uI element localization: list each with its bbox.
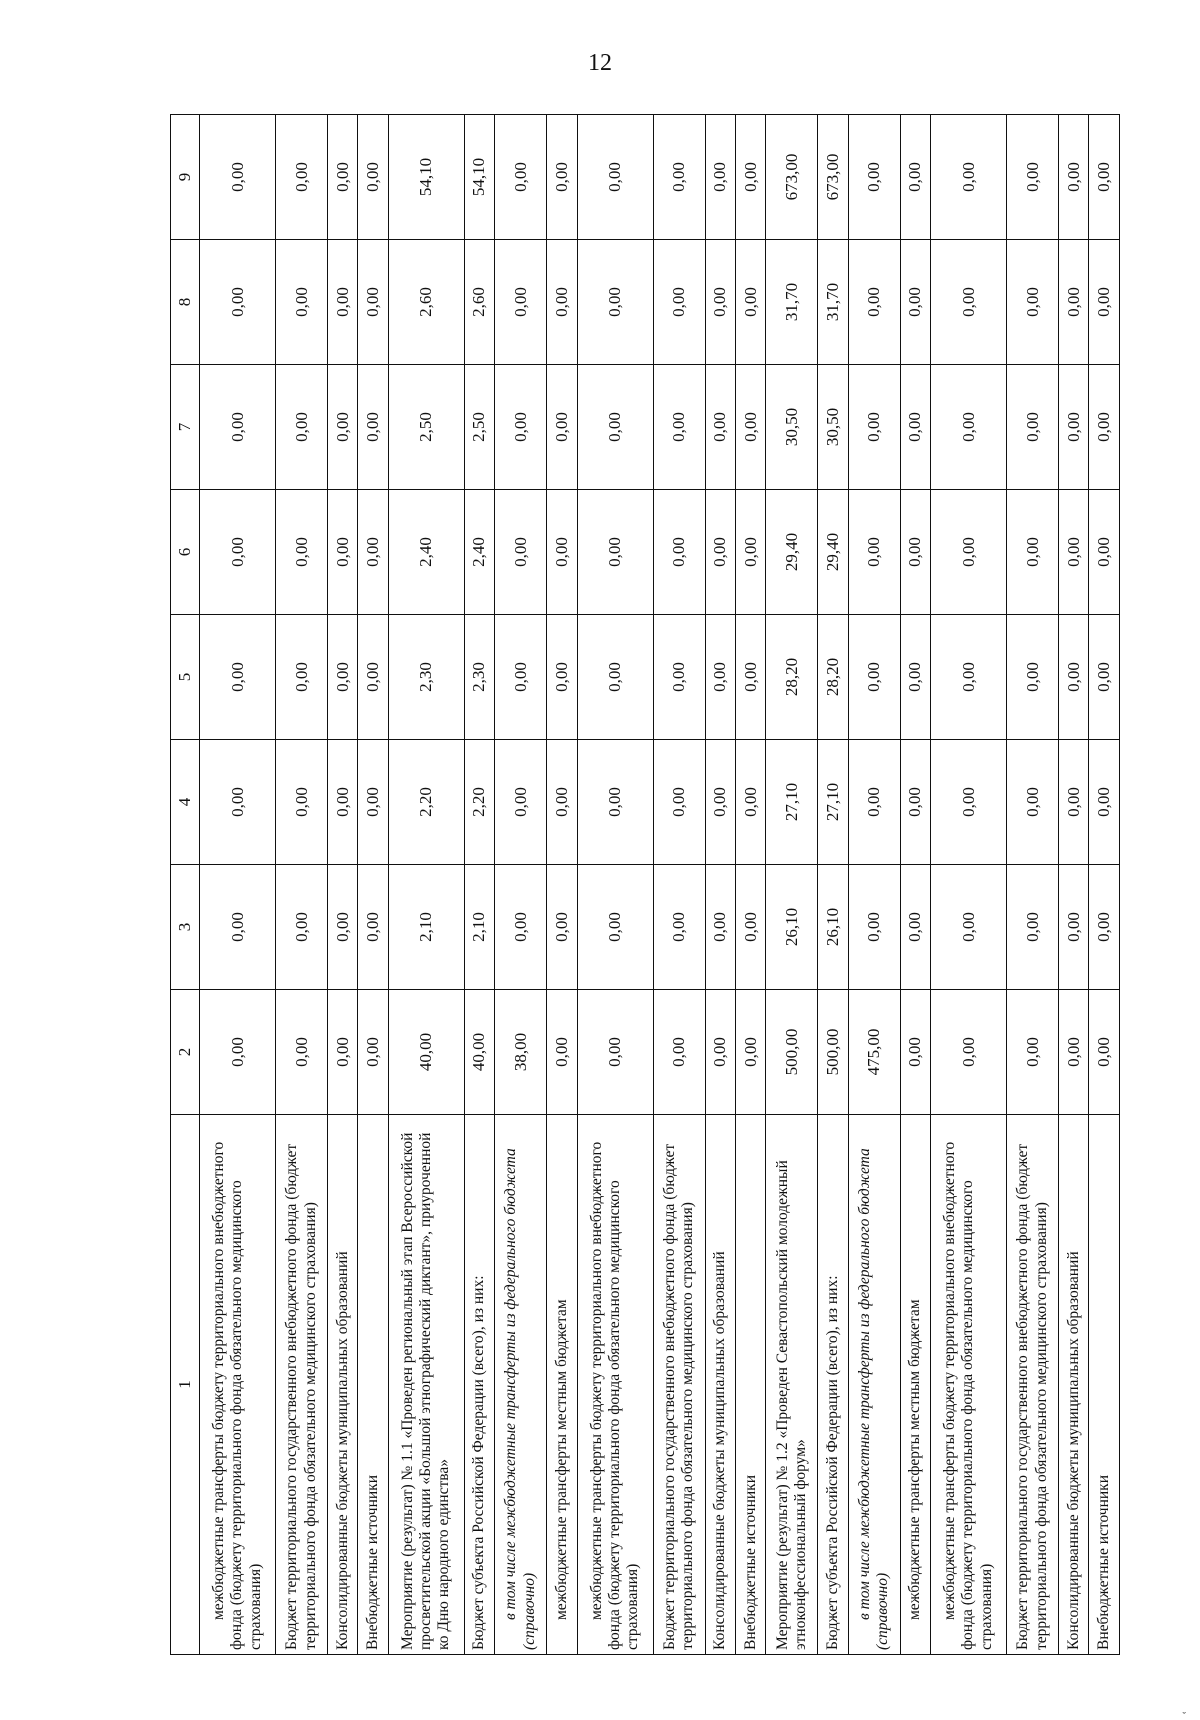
table-body xyxy=(200,115,1120,1655)
table-header-row xyxy=(171,115,200,1655)
table-row xyxy=(276,115,328,1655)
table-row xyxy=(577,115,653,1655)
value-cell: 0,00 xyxy=(1007,240,1059,365)
row-label: Бюджет территориального государственного внебюджетного фонда (бюджет территориального фонда обязательного медицинского страхования) xyxy=(653,1115,705,1655)
value-cell: 0,00 xyxy=(328,990,358,1115)
value-cell: 0,00 xyxy=(900,115,930,240)
value-cell: 2,40 xyxy=(464,490,494,615)
row-label: в том числе межбюджетные трансферты из федерального бюджета (справочно) xyxy=(495,1115,547,1655)
value-cell: 0,00 xyxy=(1007,490,1059,615)
value-cell: 0,00 xyxy=(653,865,705,990)
value-cell: 0,00 xyxy=(1059,240,1089,365)
value-cell: 0,00 xyxy=(1007,990,1059,1115)
column-header: 5 xyxy=(171,615,200,740)
column-header: 4 xyxy=(171,740,200,865)
value-cell: 0,00 xyxy=(276,865,328,990)
value-cell: 0,00 xyxy=(848,490,900,615)
value-cell: 0,00 xyxy=(931,490,1007,615)
value-cell: 0,00 xyxy=(1089,740,1120,865)
value-cell: 0,00 xyxy=(495,240,547,365)
value-cell: 0,00 xyxy=(276,240,328,365)
column-header: 7 xyxy=(171,365,200,490)
value-cell: 0,00 xyxy=(328,615,358,740)
value-cell: 0,00 xyxy=(653,740,705,865)
column-header: 3 xyxy=(171,865,200,990)
row-label: Внебюджетные источники xyxy=(358,1115,388,1655)
value-cell: 0,00 xyxy=(358,490,388,615)
value-cell: 0,00 xyxy=(653,990,705,1115)
value-cell: 0,00 xyxy=(358,990,388,1115)
column-header: 8 xyxy=(171,240,200,365)
value-cell: 0,00 xyxy=(276,115,328,240)
value-cell: 0,00 xyxy=(495,365,547,490)
value-cell: 0,00 xyxy=(705,115,735,240)
row-label: межбюджетные трансферты бюджету территориального внебюджетного фонда (бюджету территориального фонда обязательного медицинского страхования) xyxy=(200,1115,276,1655)
value-cell: 0,00 xyxy=(547,490,577,615)
value-cell: 0,00 xyxy=(547,990,577,1115)
table-row xyxy=(766,115,818,1655)
value-cell: 0,00 xyxy=(848,615,900,740)
value-cell: 2,50 xyxy=(388,365,464,490)
value-cell: 0,00 xyxy=(577,365,653,490)
value-cell: 0,00 xyxy=(328,865,358,990)
value-cell: 0,00 xyxy=(200,740,276,865)
value-cell: 0,00 xyxy=(1089,615,1120,740)
value-cell: 0,00 xyxy=(276,365,328,490)
row-label: Бюджет территориального государственного внебюджетного фонда (бюджет территориального фонда обязательного медицинского страхования) xyxy=(1007,1115,1059,1655)
value-cell: 0,00 xyxy=(1007,115,1059,240)
value-cell: 0,00 xyxy=(931,740,1007,865)
value-cell: 0,00 xyxy=(1089,365,1120,490)
table-container xyxy=(170,115,1120,1655)
value-cell: 0,00 xyxy=(358,865,388,990)
page-number: 12 xyxy=(588,50,612,76)
value-cell: 0,00 xyxy=(358,240,388,365)
value-cell: 0,00 xyxy=(735,990,765,1115)
value-cell: 0,00 xyxy=(200,865,276,990)
row-label: межбюджетные трансферты местным бюджетам xyxy=(547,1115,577,1655)
scan-mark: ˬ xyxy=(1182,1702,1186,1714)
value-cell: 2,60 xyxy=(464,240,494,365)
value-cell: 26,10 xyxy=(766,865,818,990)
value-cell: 0,00 xyxy=(495,865,547,990)
column-header: 2 xyxy=(171,990,200,1115)
table-row xyxy=(358,115,388,1655)
table-row xyxy=(705,115,735,1655)
value-cell: 0,00 xyxy=(848,865,900,990)
value-cell: 0,00 xyxy=(547,865,577,990)
table-row xyxy=(1089,115,1120,1655)
value-cell: 54,10 xyxy=(388,115,464,240)
value-cell: 0,00 xyxy=(577,115,653,240)
budget-table xyxy=(170,114,1120,1655)
value-cell: 0,00 xyxy=(200,365,276,490)
value-cell: 0,00 xyxy=(900,240,930,365)
value-cell: 0,00 xyxy=(200,990,276,1115)
value-cell: 0,00 xyxy=(653,615,705,740)
value-cell: 0,00 xyxy=(900,740,930,865)
column-header: 1 xyxy=(171,1115,200,1655)
value-cell: 0,00 xyxy=(900,615,930,740)
value-cell: 0,00 xyxy=(705,615,735,740)
value-cell: 0,00 xyxy=(577,740,653,865)
value-cell: 673,00 xyxy=(766,115,818,240)
value-cell: 0,00 xyxy=(848,740,900,865)
value-cell: 0,00 xyxy=(735,240,765,365)
value-cell: 0,00 xyxy=(931,865,1007,990)
value-cell: 0,00 xyxy=(1059,615,1089,740)
value-cell: 0,00 xyxy=(547,240,577,365)
value-cell: 0,00 xyxy=(735,615,765,740)
value-cell: 40,00 xyxy=(388,990,464,1115)
value-cell: 0,00 xyxy=(200,115,276,240)
value-cell: 28,20 xyxy=(818,615,848,740)
value-cell: 0,00 xyxy=(328,490,358,615)
value-cell: 29,40 xyxy=(766,490,818,615)
row-label: Консолидированные бюджеты муниципальных образований xyxy=(328,1115,358,1655)
value-cell: 0,00 xyxy=(1089,990,1120,1115)
value-cell: 0,00 xyxy=(200,240,276,365)
value-cell: 0,00 xyxy=(705,990,735,1115)
value-cell: 0,00 xyxy=(577,240,653,365)
row-label: Мероприятие (результат) № 1.1 «Проведен региональный этап Всероссийской просветительской акции «Большой этнографический диктант», приуроченной ко Дню народного единства» xyxy=(388,1115,464,1655)
value-cell: 27,10 xyxy=(766,740,818,865)
table-row xyxy=(388,115,464,1655)
value-cell: 0,00 xyxy=(495,615,547,740)
value-cell: 0,00 xyxy=(547,615,577,740)
value-cell: 31,70 xyxy=(818,240,848,365)
value-cell: 0,00 xyxy=(276,990,328,1115)
value-cell: 0,00 xyxy=(358,615,388,740)
row-label: Консолидированные бюджеты муниципальных образований xyxy=(705,1115,735,1655)
value-cell: 0,00 xyxy=(1089,115,1120,240)
value-cell: 0,00 xyxy=(577,490,653,615)
value-cell: 2,40 xyxy=(388,490,464,615)
value-cell: 0,00 xyxy=(577,615,653,740)
table-row xyxy=(818,115,848,1655)
table-row xyxy=(200,115,276,1655)
value-cell: 0,00 xyxy=(1059,740,1089,865)
value-cell: 0,00 xyxy=(358,365,388,490)
value-cell: 0,00 xyxy=(735,490,765,615)
value-cell: 0,00 xyxy=(328,740,358,865)
value-cell: 0,00 xyxy=(1089,865,1120,990)
value-cell: 0,00 xyxy=(547,740,577,865)
value-cell: 0,00 xyxy=(653,115,705,240)
value-cell: 500,00 xyxy=(766,990,818,1115)
value-cell: 2,60 xyxy=(388,240,464,365)
value-cell: 0,00 xyxy=(931,615,1007,740)
value-cell: 0,00 xyxy=(705,240,735,365)
table-row xyxy=(848,115,900,1655)
value-cell: 2,20 xyxy=(464,740,494,865)
value-cell: 0,00 xyxy=(705,365,735,490)
row-label: в том числе межбюджетные трансферты из федерального бюджета (справочно) xyxy=(848,1115,900,1655)
value-cell: 0,00 xyxy=(735,865,765,990)
value-cell: 0,00 xyxy=(328,115,358,240)
value-cell: 0,00 xyxy=(495,115,547,240)
value-cell: 0,00 xyxy=(200,615,276,740)
table-row xyxy=(1007,115,1059,1655)
value-cell: 0,00 xyxy=(735,365,765,490)
value-cell: 0,00 xyxy=(276,490,328,615)
table-row xyxy=(931,115,1007,1655)
value-cell: 27,10 xyxy=(818,740,848,865)
value-cell: 0,00 xyxy=(328,240,358,365)
value-cell: 30,50 xyxy=(818,365,848,490)
value-cell: 31,70 xyxy=(766,240,818,365)
row-label: межбюджетные трансферты бюджету территориального внебюджетного фонда (бюджету территориального фонда обязательного медицинского страхования) xyxy=(577,1115,653,1655)
value-cell: 28,20 xyxy=(766,615,818,740)
value-cell: 0,00 xyxy=(735,115,765,240)
value-cell: 0,00 xyxy=(848,365,900,490)
value-cell: 0,00 xyxy=(1007,865,1059,990)
value-cell: 0,00 xyxy=(1007,365,1059,490)
value-cell: 2,30 xyxy=(464,615,494,740)
value-cell: 0,00 xyxy=(900,490,930,615)
value-cell: 0,00 xyxy=(931,115,1007,240)
row-label: межбюджетные трансферты бюджету территориального внебюджетного фонда (бюджету территориального фонда обязательного медицинского страхования) xyxy=(931,1115,1007,1655)
row-label: Бюджет субъекта Российской Федерации (всего), из них: xyxy=(464,1115,494,1655)
value-cell: 0,00 xyxy=(1007,615,1059,740)
row-label: межбюджетные трансферты местным бюджетам xyxy=(900,1115,930,1655)
value-cell: 0,00 xyxy=(577,990,653,1115)
table-row xyxy=(900,115,930,1655)
value-cell: 0,00 xyxy=(653,365,705,490)
value-cell: 0,00 xyxy=(705,740,735,865)
value-cell: 54,10 xyxy=(464,115,494,240)
value-cell: 38,00 xyxy=(495,990,547,1115)
row-label: Бюджет территориального государственного внебюджетного фонда (бюджет территориального фонда обязательного медицинского страхования) xyxy=(276,1115,328,1655)
value-cell: 0,00 xyxy=(1007,740,1059,865)
table-row xyxy=(735,115,765,1655)
row-label: Внебюджетные источники xyxy=(1089,1115,1120,1655)
value-cell: 0,00 xyxy=(931,990,1007,1115)
value-cell: 2,10 xyxy=(464,865,494,990)
value-cell: 2,20 xyxy=(388,740,464,865)
value-cell: 0,00 xyxy=(900,865,930,990)
table-row xyxy=(328,115,358,1655)
value-cell: 0,00 xyxy=(653,240,705,365)
value-cell: 0,00 xyxy=(358,115,388,240)
value-cell: 0,00 xyxy=(1059,115,1089,240)
value-cell: 29,40 xyxy=(818,490,848,615)
value-cell: 0,00 xyxy=(547,365,577,490)
value-cell: 2,30 xyxy=(388,615,464,740)
value-cell: 0,00 xyxy=(705,490,735,615)
value-cell: 2,50 xyxy=(464,365,494,490)
value-cell: 40,00 xyxy=(464,990,494,1115)
row-label: Мероприятие (результат) № 1.2 «Проведен Севастопольский молодежный этноконфессиональный форум» xyxy=(766,1115,818,1655)
column-header: 6 xyxy=(171,490,200,615)
value-cell: 0,00 xyxy=(848,115,900,240)
value-cell: 0,00 xyxy=(1089,240,1120,365)
value-cell: 0,00 xyxy=(735,740,765,865)
value-cell: 0,00 xyxy=(1059,365,1089,490)
value-cell: 0,00 xyxy=(653,490,705,615)
value-cell: 0,00 xyxy=(547,115,577,240)
value-cell: 0,00 xyxy=(276,740,328,865)
value-cell: 0,00 xyxy=(931,240,1007,365)
value-cell: 0,00 xyxy=(1059,490,1089,615)
table-row xyxy=(653,115,705,1655)
value-cell: 30,50 xyxy=(766,365,818,490)
value-cell: 0,00 xyxy=(1089,490,1120,615)
table-row xyxy=(1059,115,1089,1655)
value-cell: 0,00 xyxy=(1059,865,1089,990)
value-cell: 2,10 xyxy=(388,865,464,990)
value-cell: 0,00 xyxy=(495,740,547,865)
column-header: 9 xyxy=(171,115,200,240)
value-cell: 500,00 xyxy=(818,990,848,1115)
row-label: Бюджет субъекта Российской Федерации (всего), из них: xyxy=(818,1115,848,1655)
value-cell: 0,00 xyxy=(328,365,358,490)
value-cell: 0,00 xyxy=(358,740,388,865)
value-cell: 0,00 xyxy=(900,365,930,490)
table-row xyxy=(464,115,494,1655)
value-cell: 0,00 xyxy=(200,490,276,615)
value-cell: 0,00 xyxy=(900,990,930,1115)
row-label: Консолидированные бюджеты муниципальных образований xyxy=(1059,1115,1089,1655)
value-cell: 0,00 xyxy=(705,865,735,990)
table-row xyxy=(495,115,547,1655)
value-cell: 0,00 xyxy=(577,865,653,990)
value-cell: 673,00 xyxy=(818,115,848,240)
value-cell: 0,00 xyxy=(1059,990,1089,1115)
value-cell: 0,00 xyxy=(931,365,1007,490)
value-cell: 26,10 xyxy=(818,865,848,990)
value-cell: 0,00 xyxy=(276,615,328,740)
value-cell: 0,00 xyxy=(848,240,900,365)
table-row xyxy=(547,115,577,1655)
value-cell: 475,00 xyxy=(848,990,900,1115)
value-cell: 0,00 xyxy=(495,490,547,615)
row-label: Внебюджетные источники xyxy=(735,1115,765,1655)
